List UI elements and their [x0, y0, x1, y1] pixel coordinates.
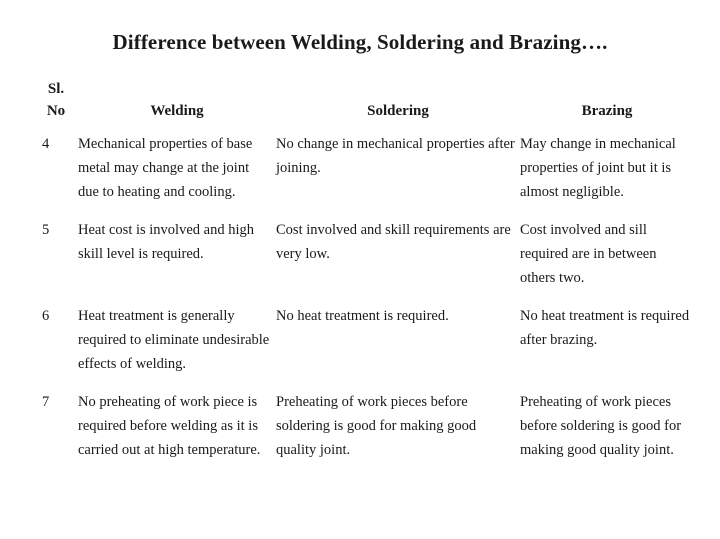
cell-welding: Heat treatment is generally required to eliminate undesirable effects of welding.: [78, 308, 270, 372]
cell-soldering: No heat treatment is required.: [276, 308, 449, 324]
table-row: [34, 218, 694, 304]
comparison-table: [34, 78, 694, 476]
table-row: [34, 304, 694, 390]
cell-soldering: Preheating of work pieces before soldering is good for making good quality joint.: [276, 394, 477, 458]
cell-welding: No preheating of work piece is required before welding as it is carried out at high temperature.: [78, 394, 261, 458]
header-brazing: Brazing: [581, 103, 633, 119]
cell-welding: Heat cost is involved and high skill level is required.: [78, 222, 254, 262]
cell-brazing: May change in mechanical properties of joint but it is almost negligible.: [520, 136, 676, 200]
cell-soldering: No change in mechanical properties after joining.: [276, 136, 515, 176]
header-sl-no: [34, 78, 78, 132]
row-number: 5: [42, 222, 50, 238]
table-row: [34, 132, 694, 218]
row-number: 4: [42, 136, 50, 152]
header-soldering: Soldering: [367, 103, 429, 119]
header-sl-line1: Sl.: [47, 81, 65, 97]
cell-brazing: No heat treatment is required after brazing.: [520, 308, 690, 348]
slide-title: Difference between Welding, Soldering and Brazing….: [112, 30, 608, 54]
header-welding: Welding: [150, 103, 204, 119]
row-number: 7: [42, 394, 50, 410]
table-row: [34, 390, 694, 476]
cell-welding: Mechanical properties of base metal may change at the joint due to heating and cooling.: [78, 136, 253, 200]
cell-soldering: Cost involved and skill requirements are very low.: [276, 222, 511, 262]
header-sl-line2: No: [46, 103, 66, 119]
cell-brazing: Preheating of work pieces before soldering is good for making good quality joint.: [520, 394, 682, 458]
row-number: 6: [42, 308, 50, 324]
cell-brazing: Cost involved and sill required are in between others two.: [520, 222, 657, 286]
table-header-row: [34, 78, 694, 132]
